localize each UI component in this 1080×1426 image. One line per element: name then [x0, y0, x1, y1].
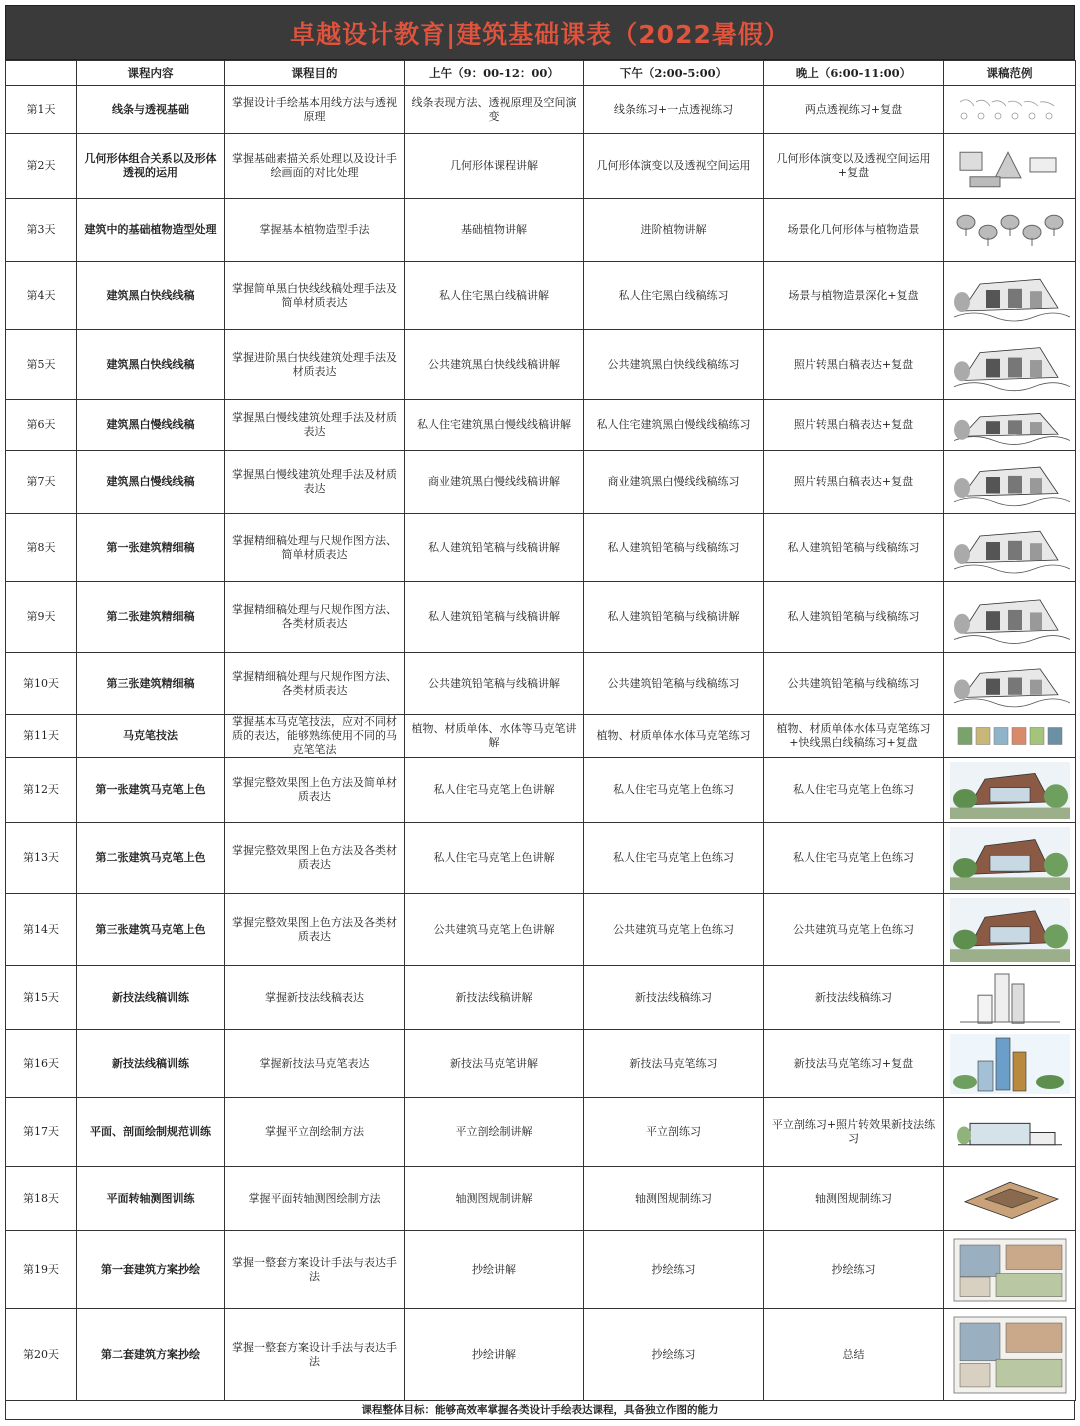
marker-swatch-icon: [947, 719, 1072, 753]
content-cell: 建筑黑白快线线稿: [77, 262, 225, 330]
table-row: [6, 823, 1076, 894]
tower-sketch-icon: [947, 970, 1072, 1026]
goal-cell: 掌握平面转轴测图绘制方法: [225, 1167, 405, 1231]
sample-cell: [944, 715, 1076, 758]
sample-cell: [944, 199, 1076, 262]
content-cell: 第一张建筑马克笔上色: [77, 758, 225, 823]
goal-cell: 掌握基础素描关系处理以及设计手绘画面的对比处理: [225, 134, 405, 199]
sample-cell: [944, 134, 1076, 199]
goal-cell: 掌握一整套方案设计手法与表达手法: [225, 1309, 405, 1401]
evening-cell: 平立剖练习+照片转效果新技法练习: [764, 1098, 944, 1167]
morning-cell: 抄绘讲解: [405, 1309, 584, 1401]
table-row: [6, 86, 1076, 134]
afternoon-cell: 抄绘练习: [584, 1309, 764, 1401]
sample-cell: [944, 1030, 1076, 1098]
header-day: [6, 61, 77, 86]
afternoon-cell: 私人建筑铅笔稿与线稿练习: [584, 514, 764, 582]
content-cell: 第三张建筑马克笔上色: [77, 894, 225, 966]
header-sample: 课稿范例: [944, 61, 1076, 86]
sample-cell: [944, 823, 1076, 894]
table-row: [6, 758, 1076, 823]
morning-cell: 基础植物讲解: [405, 199, 584, 262]
sample-cell: [944, 653, 1076, 715]
afternoon-cell: 轴测图规制练习: [584, 1167, 764, 1231]
sample-cell: [944, 86, 1076, 134]
header-goal: 课程目的: [225, 61, 405, 86]
goal-cell: 掌握平立剖绘制方法: [225, 1098, 405, 1167]
day-cell: 第7天: [6, 451, 77, 514]
table-row: [6, 1030, 1076, 1098]
goal-cell: 掌握黑白慢线建筑处理手法及材质表达: [225, 400, 405, 451]
sample-cell: [944, 758, 1076, 823]
color-rendering-icon: [947, 898, 1072, 962]
morning-cell: 新技法马克笔讲解: [405, 1030, 584, 1098]
afternoon-cell: 植物、材质单体水体马克笔练习: [584, 715, 764, 758]
content-cell: 线条与透视基础: [77, 86, 225, 134]
afternoon-cell: 几何形体演变以及透视空间运用: [584, 134, 764, 199]
afternoon-cell: 抄绘练习: [584, 1231, 764, 1309]
afternoon-cell: 私人住宅黑白线稿练习: [584, 262, 764, 330]
morning-cell: 新技法线稿讲解: [405, 966, 584, 1030]
goal-cell: 掌握设计手绘基本用线方法与透视原理: [225, 86, 405, 134]
header-morning: 上午（9：00-12：00）: [405, 61, 584, 86]
content-cell: 第三张建筑精细稿: [77, 653, 225, 715]
goal-cell: 掌握完整效果图上色方法及各类材质表达: [225, 894, 405, 966]
building-sketch-icon: [947, 334, 1072, 396]
afternoon-cell: 平立剖练习: [584, 1098, 764, 1167]
day-cell: 第16天: [6, 1030, 77, 1098]
sample-cell: [944, 400, 1076, 451]
evening-cell: 两点透视练习+复盘: [764, 86, 944, 134]
evening-cell: 私人住宅马克笔上色练习: [764, 823, 944, 894]
day-cell: 第14天: [6, 894, 77, 966]
goal-cell: 掌握黑白慢线建筑处理手法及材质表达: [225, 451, 405, 514]
goal-cell: 掌握完整效果图上色方法及简单材质表达: [225, 758, 405, 823]
section-drawing-icon: [947, 1102, 1072, 1163]
morning-cell: 轴测图规制讲解: [405, 1167, 584, 1231]
geometry-sketch-icon: [947, 138, 1072, 195]
day-cell: 第4天: [6, 262, 77, 330]
evening-cell: 照片转黑白稿表达+复盘: [764, 330, 944, 400]
day-cell: 第18天: [6, 1167, 77, 1231]
evening-cell: 抄绘练习: [764, 1231, 944, 1309]
table-row: [6, 199, 1076, 262]
day-cell: 第1天: [6, 86, 77, 134]
sample-cell: [944, 262, 1076, 330]
afternoon-cell: 新技法线稿练习: [584, 966, 764, 1030]
content-cell: 第二套建筑方案抄绘: [77, 1309, 225, 1401]
goal-cell: 掌握基本马克笔技法，应对不同材质的表达，能够熟练使用不同的马克笔笔法: [225, 715, 405, 758]
table-row: [6, 262, 1076, 330]
building-sketch-icon: [947, 455, 1072, 510]
day-cell: 第5天: [6, 330, 77, 400]
day-cell: 第17天: [6, 1098, 77, 1167]
goal-cell: 掌握新技法线稿表达: [225, 966, 405, 1030]
morning-cell: 抄绘讲解: [405, 1231, 584, 1309]
afternoon-cell: 公共建筑铅笔稿与线稿练习: [584, 653, 764, 715]
table-row: [6, 400, 1076, 451]
goal-cell: 掌握简单黑白快线线稿处理手法及简单材质表达: [225, 262, 405, 330]
sample-cell: [944, 582, 1076, 653]
content-cell: 建筑中的基础植物造型处理: [77, 199, 225, 262]
content-cell: 平面转轴测图训练: [77, 1167, 225, 1231]
evening-cell: 新技法马克笔练习+复盘: [764, 1030, 944, 1098]
evening-cell: 公共建筑铅笔稿与线稿练习: [764, 653, 944, 715]
color-rendering-icon: [947, 827, 1072, 890]
content-cell: 建筑黑白慢线线稿: [77, 451, 225, 514]
building-sketch-icon: [947, 266, 1072, 326]
table-row: [6, 451, 1076, 514]
board-layout-icon: [947, 1235, 1072, 1305]
afternoon-cell: 进阶植物讲解: [584, 199, 764, 262]
axonometric-icon: [947, 1171, 1072, 1227]
goal-cell: 掌握进阶黑白快线建筑处理手法及材质表达: [225, 330, 405, 400]
afternoon-cell: 商业建筑黑白慢线线稿练习: [584, 451, 764, 514]
sample-cell: [944, 1167, 1076, 1231]
table-row: [6, 1098, 1076, 1167]
day-cell: 第6天: [6, 400, 77, 451]
evening-cell: 植物、材质单体水体马克笔练习+快线黑白线稿练习+复盘: [764, 715, 944, 758]
schedule-table: [5, 60, 1076, 1401]
tower-color-icon: [947, 1034, 1072, 1094]
header-content: 课程内容: [77, 61, 225, 86]
morning-cell: 几何形体课程讲解: [405, 134, 584, 199]
day-cell: 第9天: [6, 582, 77, 653]
morning-cell: 公共建筑铅笔稿与线稿讲解: [405, 653, 584, 715]
content-cell: 马克笔技法: [77, 715, 225, 758]
day-cell: 第15天: [6, 966, 77, 1030]
evening-cell: 轴测图规制练习: [764, 1167, 944, 1231]
table-row: [6, 1167, 1076, 1231]
afternoon-cell: 公共建筑马克笔上色练习: [584, 894, 764, 966]
sample-cell: [944, 1231, 1076, 1309]
footer-goal: 课程整体目标：能够高效率掌握各类设计手绘表达课程，具备独立作图的能力: [5, 1400, 1075, 1420]
morning-cell: 平立剖绘制讲解: [405, 1098, 584, 1167]
evening-cell: 场景化几何形体与植物造景: [764, 199, 944, 262]
sample-cell: [944, 451, 1076, 514]
evening-cell: 照片转黑白稿表达+复盘: [764, 400, 944, 451]
day-cell: 第11天: [6, 715, 77, 758]
afternoon-cell: 私人建筑铅笔稿与线稿讲解: [584, 582, 764, 653]
plant-sketch-icon: [947, 203, 1072, 258]
day-cell: 第8天: [6, 514, 77, 582]
day-cell: 第2天: [6, 134, 77, 199]
sample-cell: [944, 1309, 1076, 1401]
afternoon-cell: 新技法马克笔练习: [584, 1030, 764, 1098]
table-row: [6, 894, 1076, 966]
day-cell: 第10天: [6, 653, 77, 715]
morning-cell: 私人建筑铅笔稿与线稿讲解: [405, 514, 584, 582]
table-row: [6, 134, 1076, 199]
morning-cell: 私人住宅黑白线稿讲解: [405, 262, 584, 330]
morning-cell: 私人住宅建筑黑白慢线线稿讲解: [405, 400, 584, 451]
goal-cell: 掌握精细稿处理与尺规作图方法、简单材质表达: [225, 514, 405, 582]
table-row: [6, 1309, 1076, 1401]
afternoon-cell: 线条练习+一点透视练习: [584, 86, 764, 134]
evening-cell: 私人建筑铅笔稿与线稿练习: [764, 514, 944, 582]
morning-cell: 私人建筑铅笔稿与线稿讲解: [405, 582, 584, 653]
day-cell: 第3天: [6, 199, 77, 262]
content-cell: 平面、剖面绘制规范训练: [77, 1098, 225, 1167]
morning-cell: 公共建筑马克笔上色讲解: [405, 894, 584, 966]
morning-cell: 私人住宅马克笔上色讲解: [405, 758, 584, 823]
evening-cell: 几何形体演变以及透视空间运用+复盘: [764, 134, 944, 199]
content-cell: 几何形体组合关系以及形体透视的运用: [77, 134, 225, 199]
building-sketch-icon: [947, 586, 1072, 649]
sample-cell: [944, 514, 1076, 582]
morning-cell: 植物、材质单体、水体等马克笔讲解: [405, 715, 584, 758]
evening-cell: 公共建筑马克笔上色练习: [764, 894, 944, 966]
day-cell: 第12天: [6, 758, 77, 823]
content-cell: 第一张建筑精细稿: [77, 514, 225, 582]
table-row: [6, 514, 1076, 582]
sample-cell: [944, 966, 1076, 1030]
table-row: [6, 1231, 1076, 1309]
sample-cell: [944, 894, 1076, 966]
line-sketch-icon: [947, 90, 1072, 130]
header-afternoon: 下午（2:00-5:00）: [584, 61, 764, 86]
goal-cell: 掌握精细稿处理与尺规作图方法、各类材质表达: [225, 582, 405, 653]
goal-cell: 掌握精细稿处理与尺规作图方法、各类材质表达: [225, 653, 405, 715]
afternoon-cell: 私人住宅马克笔上色练习: [584, 823, 764, 894]
color-rendering-icon: [947, 762, 1072, 819]
content-cell: 第二张建筑精细稿: [77, 582, 225, 653]
content-cell: 第二张建筑马克笔上色: [77, 823, 225, 894]
goal-cell: 掌握新技法马克笔表达: [225, 1030, 405, 1098]
header-row: [6, 61, 1076, 86]
table-row: [6, 653, 1076, 715]
goal-cell: 掌握基本植物造型手法: [225, 199, 405, 262]
morning-cell: 私人住宅马克笔上色讲解: [405, 823, 584, 894]
building-sketch-icon: [947, 518, 1072, 578]
day-cell: 第20天: [6, 1309, 77, 1401]
board-layout-icon: [947, 1313, 1072, 1397]
sample-cell: [944, 330, 1076, 400]
morning-cell: 公共建筑黑白快线线稿讲解: [405, 330, 584, 400]
table-row: [6, 330, 1076, 400]
evening-cell: 总结: [764, 1309, 944, 1401]
table-row: [6, 966, 1076, 1030]
evening-cell: 照片转黑白稿表达+复盘: [764, 451, 944, 514]
goal-cell: 掌握完整效果图上色方法及各类材质表达: [225, 823, 405, 894]
evening-cell: 新技法线稿练习: [764, 966, 944, 1030]
content-cell: 新技法线稿训练: [77, 966, 225, 1030]
morning-cell: 线条表现方法、透视原理及空间演变: [405, 86, 584, 134]
content-cell: 新技法线稿训练: [77, 1030, 225, 1098]
morning-cell: 商业建筑黑白慢线线稿讲解: [405, 451, 584, 514]
building-sketch-icon: [947, 657, 1072, 711]
page-title: 卓越设计教育|建筑基础课表（2022暑假）: [5, 5, 1075, 60]
afternoon-cell: 公共建筑黑白快线线稿练习: [584, 330, 764, 400]
building-sketch-icon: [947, 404, 1072, 447]
day-cell: 第19天: [6, 1231, 77, 1309]
afternoon-cell: 私人住宅建筑黑白慢线线稿练习: [584, 400, 764, 451]
evening-cell: 私人住宅马克笔上色练习: [764, 758, 944, 823]
afternoon-cell: 私人住宅马克笔上色练习: [584, 758, 764, 823]
content-cell: 建筑黑白快线线稿: [77, 330, 225, 400]
content-cell: 第一套建筑方案抄绘: [77, 1231, 225, 1309]
day-cell: 第13天: [6, 823, 77, 894]
evening-cell: 场景与植物造景深化+复盘: [764, 262, 944, 330]
content-cell: 建筑黑白慢线线稿: [77, 400, 225, 451]
table-row: [6, 715, 1076, 758]
sample-cell: [944, 1098, 1076, 1167]
header-evening: 晚上（6:00-11:00）: [764, 61, 944, 86]
evening-cell: 私人建筑铅笔稿与线稿练习: [764, 582, 944, 653]
goal-cell: 掌握一整套方案设计手法与表达手法: [225, 1231, 405, 1309]
table-row: [6, 582, 1076, 653]
